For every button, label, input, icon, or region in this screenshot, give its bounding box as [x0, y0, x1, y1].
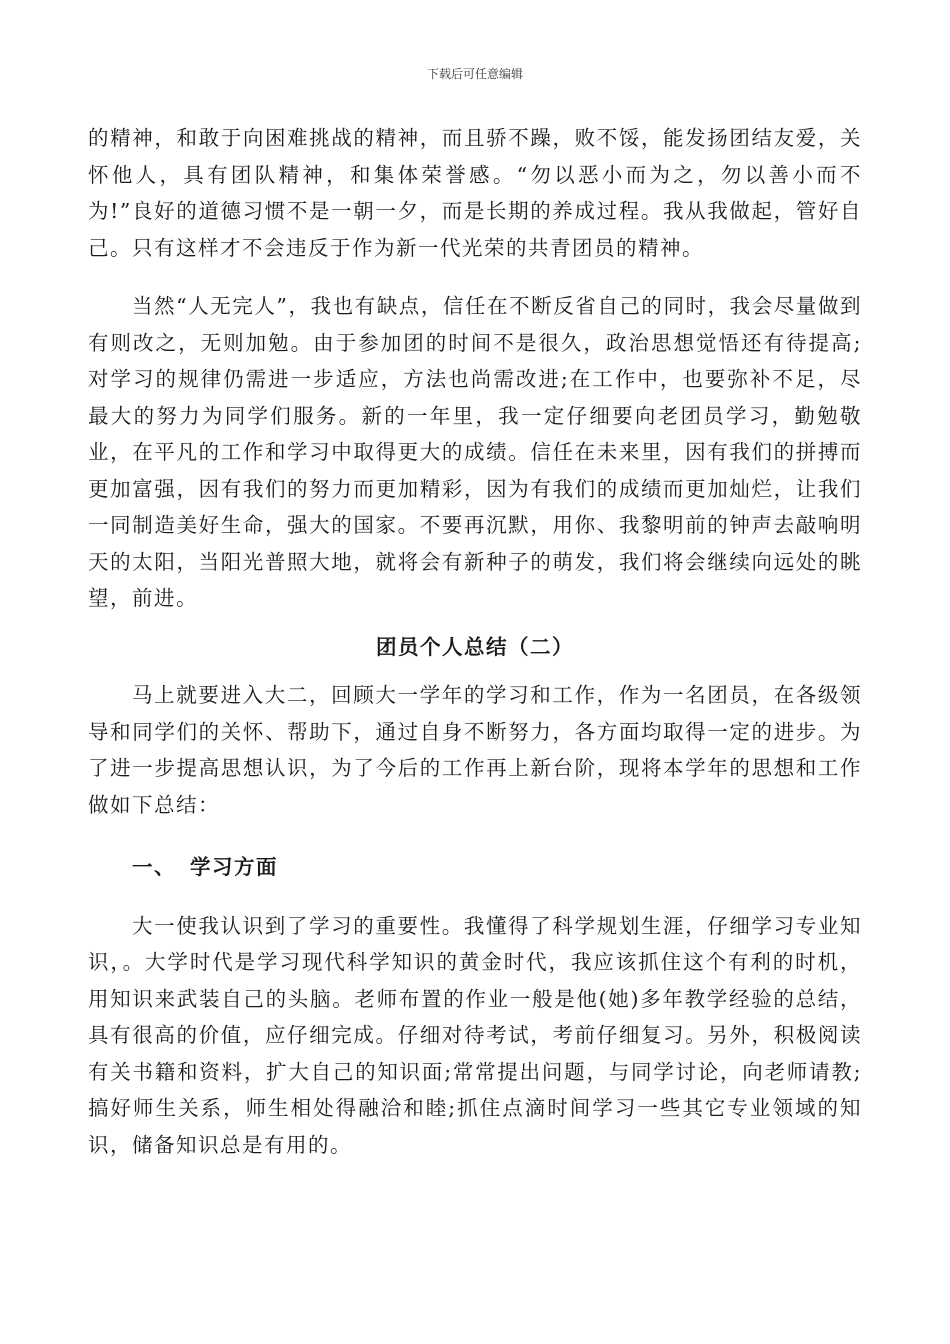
paragraph-continuation: 的精神，和敢于向困难挑战的精神，而且骄不躁，败不馁，能发扬团结友爱，关怀他人，具有团队精神，和集体荣誉感。“勿以恶小而为之，勿以善小而不为!”良好的道德习惯不是一朝一夕，而是长期的养成过程。我从我做起，管好自己。只有这样才不会违反于作为新一代光荣的共青团员的精神。: [88, 126, 862, 260]
section-heading-text: 学习方面: [190, 855, 278, 879]
paragraph-intro: 马上就要进入大二，回顾大一学年的学习和工作，作为一名团员，在各级领导和同学们的关怀、帮助下，通过自身不断努力，各方面均取得一定的进步。为了进一步提高思想认识，为了今后的工作再上新台阶，现将本学年的思想和工作做如下总结：: [88, 683, 862, 817]
section-heading-study: [88, 849, 862, 886]
section-heading-number: 一、: [132, 855, 176, 879]
section-title: 团员个人总结（二）: [376, 634, 574, 659]
paragraph-shortcomings: 当然“人无完人”，我也有缺点，信任在不断反省自己的同时，我会尽量做到有则改之，无则加勉。由于参加团的时间不是很久，政治思想觉悟还有待提高;对学习的规律仍需进一步适应，方法也尚需改进;在工作中，也要弥补不足，尽最大的努力为同学们服务。新的一年里，我一定仔细要向老团员学习，勤勉敬业，在平凡的工作和学习中取得更大的成绩。信任在未来里，因有我们的拼搏而更加富强，因有我们的努力而更加精彩，因为有我们的成绩而更加灿烂，让我们一同制造美好生命，强大的国家。不要再沉默，用你、我黎明前的钟声去敲响明天的太阳，当阳光普照大地，就将会有新种子的萌发，我们将会继续向远处的眺望，前进。: [88, 294, 862, 610]
page-header: 下载后可任意编辑: [426, 67, 523, 81]
document-body: [88, 120, 862, 1163]
paragraph-study: 大一使我认识到了学习的重要性。我懂得了科学规划生涯，仔细学习专业知识，。大学时代是学习现代科学知识的黄金时代，我应该抓住这个有利的时机，用知识来武装自己的头脑。老师布置的作业一般是他(她)多年教学经验的总结，具有很高的价值，应仔细完成。仔细对待考试，考前仔细复习。另外，积极阅读有关书籍和资料，扩大自己的知识面;常常提出问题，与同学讨论，向老师请教;搞好师生关系，师生相处得融洽和睦;抓住点滴时间学习一些其它专业领域的知识，储备知识总是有用的。: [88, 913, 862, 1157]
